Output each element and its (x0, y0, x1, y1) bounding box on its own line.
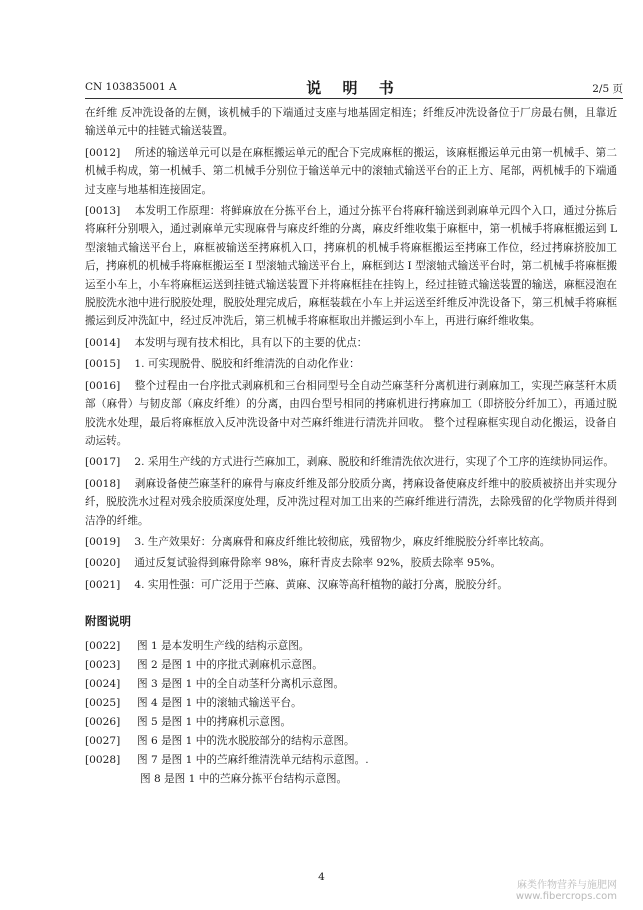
figure-caption: [0023] 图 2 是图 1 中的序批式剥麻机示意图。 (85, 656, 617, 674)
paragraph-tag: [0024] (85, 677, 121, 690)
paragraph-0020: [0020] 通过反复试验得到麻骨除率 98%，麻秆青皮去除率 92%，胶质去除率 95%。 (85, 554, 617, 572)
paragraph-0016: [0016] 整个过程由一台序批式剥麻机和三台相同型号全自动苎麻茎秆分离机进行剥麻加工，实现苎麻茎秆木质部（麻骨）与韧皮部（麻皮纤维）的分离，由四台型号相同的拷麻机进行拷麻加工（即挤胶分纤加工），再通过脱胶洗水处理，最后将麻框放入反冲洗设备中对苎麻纤维进行清洗并回收。 整个过程麻框实现自动化搬运，设备自动运转。 (85, 377, 617, 451)
section-heading: 附图说明 (85, 614, 131, 629)
paragraph-tag: [0018] (85, 477, 121, 490)
page-header (85, 78, 623, 99)
paragraph-tag: [0027] (85, 734, 121, 747)
paragraph-0017: [0017] 2. 采用生产线的方式进行苎麻加工，剥麻、脱胶和纤维清洗依次进行，实现了个工序的连续协同运作。 (85, 453, 617, 471)
paragraph-continued: 在纤维 反冲洗设备的左侧，该机械手的下端通过支座与地基固定相连；纤维反冲洗设备位于厂房最右侧，且靠近输送单元中的挂链式输送装置。 (85, 107, 617, 138)
figure-caption: [0027] 图 6 是图 1 中的洗水脱胶部分的结构示意图。 (85, 732, 617, 750)
paragraph-tag: [0016] (85, 379, 121, 392)
paragraph-0018: [0018] 剥麻设备使苎麻茎秆的麻骨与麻皮纤维及部分胶质分离，拷麻设备使麻皮纤维中的胶质被挤出并实现分纤，脱胶洗水过程对残余胶质深度处理，反冲洗过程对加工出来的苎麻纤维进行清洗，去除残留的化学物质并得到洁净的纤维。 (85, 475, 617, 530)
page-title: 说 明 书 (306, 79, 402, 97)
watermark-url: www.fibercrops.com (515, 891, 617, 902)
paragraph-tag: [0026] (85, 715, 121, 728)
paragraph-tag: [0023] (85, 658, 121, 671)
figure-caption-last: 图 8 是图 1 中的苎麻分拣平台结构示意图。 (140, 772, 348, 785)
page-indicator: 2/5 页 (592, 83, 623, 95)
paragraph-tag: [0021] (85, 578, 121, 591)
paragraph-tag: [0012] (85, 146, 121, 159)
figure-caption: [0028] 图 7 是图 1 中的苎麻纤维清洗单元结构示意图。. (85, 751, 617, 769)
paragraph-0015: [0015] 1. 可实现脱骨、脱胶和纤维清洗的自动化作业： (85, 355, 617, 373)
patent-number: CN 103835001 A (85, 81, 177, 93)
paragraph-tag: [0022] (85, 639, 121, 652)
paragraph-0012: [0012] 所述的输送单元可以是在麻框搬运单元的配合下完成麻框的搬运，该麻框搬运单元由第一机械手、第二机械手构成，第一机械手、第二机械手分别位于输送单元中的滚轴式输送平台的正上方、尾部，两机械手的下端通过支座与地基相连接固定。 (85, 144, 617, 199)
paragraph-tag: [0013] (85, 205, 121, 218)
watermark-text: 麻类作物营养与施肥网 (517, 880, 617, 891)
paragraph-0019: [0019] 3. 生产效果好：分离麻骨和麻皮纤维比较彻底，残留物少，麻皮纤维脱胶分纤率比较高。 (85, 533, 617, 551)
paragraph-0013: [0013] 本发明工作原理：将鲜麻放在分拣平台上，通过分拣平台将麻秆输送到剥麻单元四个入口，通过分拣后将麻秆分别喂入，通过剥麻单元实现麻骨与麻皮纤维的分离，麻皮纤维收集于麻框中，第一机械手将麻框搬运到 L 型滚轴式输送平台上，麻框被输送至拷麻机入口，拷麻机的机械手将麻框搬运至拷麻工作位，经过拷麻挤胶加工后，拷麻机的机械手将麻框搬运至 I 型滚轴式输送平台上，麻框到达 I 型滚轴式输送平台时，第二机械手将麻框搬运至小车上，小车将麻框运送到挂链式输送装置下并将麻框挂在挂钩上，经过挂链式输送装置的输送，麻框浸泡在脱胶洗水池中进行脱胶处理，脱胶处理完成后，麻框装载在小车上并运送至纤维反冲洗设备下，第三机械手将麻框搬运到反冲洗缸中，经过反冲洗后，第三机械手将麻框取出并搬运到小车上，再进行麻纤维收集。 (85, 202, 617, 331)
figure-caption: [0022] 图 1 是本发明生产线的结构示意图。 (85, 637, 617, 655)
figure-caption: [0024] 图 3 是图 1 中的全自动茎秆分离机示意图。 (85, 675, 617, 693)
paragraph-tag: [0020] (85, 557, 121, 570)
paragraph-tag: [0017] (85, 456, 121, 469)
paragraph-tag: [0019] (85, 535, 121, 548)
figure-caption: [0026] 图 5 是图 1 中的拷麻机示意图。 (85, 713, 617, 731)
paragraph-tag: [0028] (85, 753, 121, 766)
paragraph-tag: [0025] (85, 696, 121, 709)
paragraph-tag: [0015] (85, 358, 121, 371)
figure-caption: [0025] 图 4 是图 1 中的滚轴式输送平台。 (85, 694, 617, 712)
page-number: 4 (318, 871, 325, 883)
document-body (85, 104, 617, 789)
paragraph-tag: [0014] (85, 336, 121, 349)
paragraph-0014: [0014] 本发明与现有技术相比，具有以下的主要的优点： (85, 334, 617, 352)
paragraph-0021: [0021] 4. 实用性强：可广泛用于苎麻、黄麻、汉麻等高秆植物的敲打分离，脱胶分纤。 (85, 576, 617, 594)
